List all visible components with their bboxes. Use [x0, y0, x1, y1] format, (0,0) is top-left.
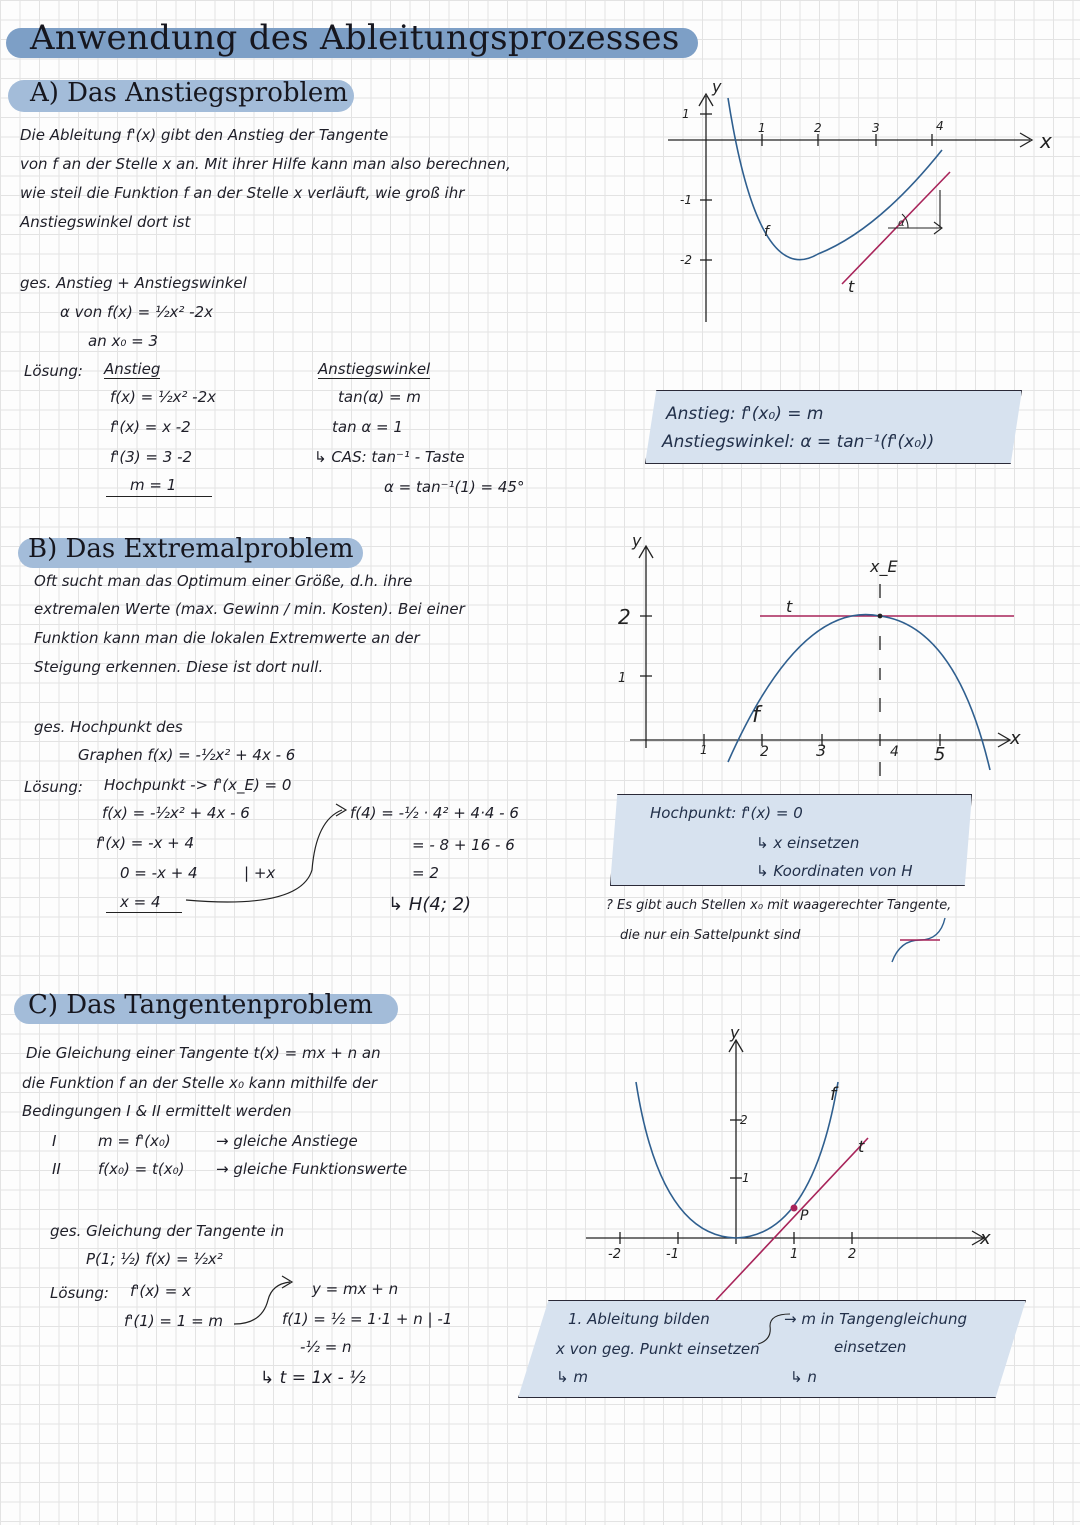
graph-c-axes [586, 1040, 984, 1245]
section-c-solution-label: Lösung: [50, 1284, 109, 1302]
graph-b-y-tick-1: 2 [618, 605, 631, 629]
section-a-intro-1: Die Ableitung f'(x) gibt den Anstieg der Tangente [20, 126, 389, 144]
section-b-intro-3: Funktion kann man die lokalen Extremwerte an der [34, 629, 420, 647]
section-a-angle-step-2: tan α = 1 [332, 418, 403, 436]
section-b-step-1: Hochpunkt -> f'(x_E) = 0 [104, 776, 292, 794]
section-c-condition-2-formula: f(x₀) = t(x₀) [98, 1160, 185, 1178]
section-c-heading: C) Das Tangentenproblem [28, 990, 373, 1020]
section-a-angle-step-4: α = tan⁻¹(1) = 45° [384, 478, 525, 496]
section-b-step-5: | +x [244, 864, 276, 882]
graph-a-x-tick-4: 4 [936, 119, 944, 133]
graph-c-x-label: x [980, 1228, 991, 1249]
section-a-given-3: an x₀ = 3 [88, 332, 159, 350]
section-a-angle-step-1: tan(α) = m [338, 388, 421, 406]
section-c-box-left-2: x von geg. Punkt einsetzen [556, 1340, 760, 1358]
section-c-intro-2: die Funktion f an der Stelle x₀ kann mithilfe der [22, 1074, 378, 1092]
graph-a-y-tick-2: -1 [680, 193, 692, 207]
page-title: Anwendung des Ableitungsprozesses [30, 18, 680, 58]
section-c-condition-2-note: → gleiche Funktionswerte [216, 1160, 408, 1178]
section-a-slope-step-4: m = 1 [130, 476, 177, 494]
section-c-given-2: P(1; ½) f(x) = ½x² [86, 1250, 223, 1268]
section-c-box-right-2: einsetzen [834, 1338, 907, 1356]
graph-b-x-tick-3: 3 [816, 741, 827, 760]
graph-b-tangent-label: t [786, 597, 793, 616]
section-a-slope-step-3: f'(3) = 3 -2 [110, 448, 193, 466]
section-b-step-2: f(x) = -½x² + 4x - 6 [102, 804, 250, 822]
section-b-solution-label: Lösung: [24, 778, 83, 796]
section-a-intro-4: Anstiegswinkel dort ist [20, 213, 191, 231]
graph-c-x-tick-2: -1 [666, 1247, 679, 1262]
section-c-step-1: f'(x) = x [130, 1282, 191, 1300]
section-a-intro-2: von f an der Stelle x an. Mit ihrer Hilfe kann man also berechnen, [20, 155, 511, 173]
section-b-step-3: f'(x) = -x + 4 [96, 834, 195, 852]
graph-a-x-tick-3: 3 [872, 121, 880, 135]
section-b-given-2: Graphen f(x) = -½x² + 4x - 6 [78, 746, 296, 764]
section-c-box-left-1: 1. Ableitung bilden [568, 1310, 710, 1328]
graph-a-x-tick-1: 1 [758, 121, 766, 135]
section-a-box-line-1: Anstieg: f'(x₀) = m [666, 404, 824, 424]
graph-b-y-label: y [632, 531, 642, 550]
section-a-slope-heading: Anstieg [104, 360, 161, 378]
section-a-angle-heading: Anstiegswinkel [318, 360, 431, 378]
graph-a-y-label: y [712, 77, 722, 96]
section-a-solution-label: Lösung: [24, 362, 83, 380]
graph-b-x-tick-1: 1 [700, 743, 708, 757]
section-c-intro-1: Die Gleichung einer Tangente t(x) = mx + n an [26, 1044, 381, 1062]
section-c-box-right-3: ↳ n [790, 1368, 817, 1386]
section-c-condition-1-num: I [52, 1132, 57, 1150]
section-b-step-6: x = 4 [120, 893, 161, 911]
section-c-right-step-4: ↳ t = 1x - ½ [260, 1368, 366, 1388]
graph-b-curve-label: f [752, 703, 760, 728]
section-b-step-4: 0 = -x + 4 [120, 864, 198, 882]
graph-c-curve-label: f [830, 1084, 837, 1105]
graph-c-y-label: y [730, 1023, 740, 1042]
section-c-intro-3: Bedingungen I & II ermittelt werden [22, 1102, 292, 1120]
graph-b-x-tick-5: 5 [934, 744, 946, 765]
graph-c-tangent-label: t [858, 1137, 865, 1156]
section-a-angle-step-3: ↳ CAS: tan⁻¹ - Taste [314, 448, 465, 466]
graph-c-y-tick-1: 2 [740, 1113, 748, 1127]
graph-c-y-tick-2: 1 [742, 1171, 750, 1185]
section-a-given-1: ges. Anstieg + Anstiegswinkel [20, 274, 247, 292]
section-a-intro-3: wie steil die Funktion f an der Stelle x verläuft, wie groß ihr [20, 184, 465, 202]
section-b-box-line-1: Hochpunkt: f'(x) = 0 [650, 804, 803, 822]
section-c-box-left-3: ↳ m [556, 1368, 588, 1386]
section-c-step-2: f'(1) = 1 = m [124, 1312, 224, 1330]
section-a-heading: A) Das Anstiegsproblem [30, 78, 348, 108]
section-c-right-step-2: f(1) = ½ = 1·1 + n | -1 [282, 1310, 453, 1328]
graph-c-point-label: P [800, 1208, 809, 1224]
section-c-given-1: ges. Gleichung der Tangente in [50, 1222, 285, 1240]
graph-c-x-tick-4: 2 [848, 1247, 857, 1262]
section-a-box-line-2: Anstiegswinkel: α = tan⁻¹(f'(x₀)) [662, 432, 935, 452]
graph-c-x-tick-3: 1 [790, 1247, 799, 1262]
section-b-intro-1: Oft sucht man das Optimum einer Größe, d.h. ihre [34, 572, 413, 590]
section-a-given-2: α von f(x) = ½x² -2x [60, 303, 213, 321]
section-b-right-step-3: = 2 [412, 864, 439, 882]
graph-b-x-label: x [1010, 728, 1021, 749]
section-b-heading: B) Das Extremalproblem [28, 534, 354, 564]
section-b-intro-4: Steigung erkennen. Diese ist dort null. [34, 658, 324, 676]
section-b-intro-2: extremalen Werte (max. Gewinn / min. Kosten). Bei einer [34, 600, 465, 618]
graph-c-tangent-line [716, 1138, 868, 1300]
graph-a-x-tick-2: 2 [814, 121, 822, 135]
section-c-condition-1-note: → gleiche Anstiege [216, 1132, 358, 1150]
graph-c-point [791, 1205, 798, 1212]
section-b-right-step-4: ↳ H(4; 2) [388, 894, 472, 915]
section-b-note-2: die nur ein Sattelpunkt sind [620, 928, 801, 943]
section-a-slope-step-2: f'(x) = x -2 [110, 418, 191, 436]
graph-a-y-tick-1: 1 [682, 107, 690, 121]
graph-c-x-tick-1: -2 [608, 1247, 621, 1262]
graph-b-y-tick-2: 1 [618, 671, 627, 686]
section-c-condition-1-formula: m = f'(x₀) [98, 1132, 171, 1150]
section-b-right-step-1: f(4) = -½ · 4² + 4·4 - 6 [350, 804, 519, 822]
graph-a-curve-label: f [764, 224, 769, 240]
graph-b-x-tick-2: 2 [760, 744, 769, 760]
section-c-box-right-1: → m in Tangengleichung [784, 1310, 968, 1328]
graph-b-x-tick-4: 4 [890, 744, 899, 760]
graph-a-y-tick-3: -2 [680, 253, 692, 267]
section-b-right-step-2: = - 8 + 16 - 6 [412, 836, 515, 854]
section-b-given-1: ges. Hochpunkt des [34, 718, 183, 736]
graph-b-xe-label: x_E [870, 557, 898, 576]
section-c-right-step-3: -½ = n [300, 1338, 352, 1356]
graph-a-tangent-label: t [848, 277, 855, 296]
section-b-box-line-3: ↳ Koordinaten von H [756, 862, 913, 880]
section-a-slope-step-1: f(x) = ½x² -2x [110, 388, 216, 406]
graph-a-angle-label: α [898, 218, 905, 229]
section-c-condition-2-num: II [52, 1160, 61, 1178]
graph-a-x-label: x [1040, 129, 1052, 153]
section-b-box-line-2: ↳ x einsetzen [756, 834, 860, 852]
section-c-right-step-1: y = mx + n [312, 1280, 399, 1298]
section-b-note-1: ? Es gibt auch Stellen x₀ mit waagerechter Tangente, [606, 898, 952, 913]
